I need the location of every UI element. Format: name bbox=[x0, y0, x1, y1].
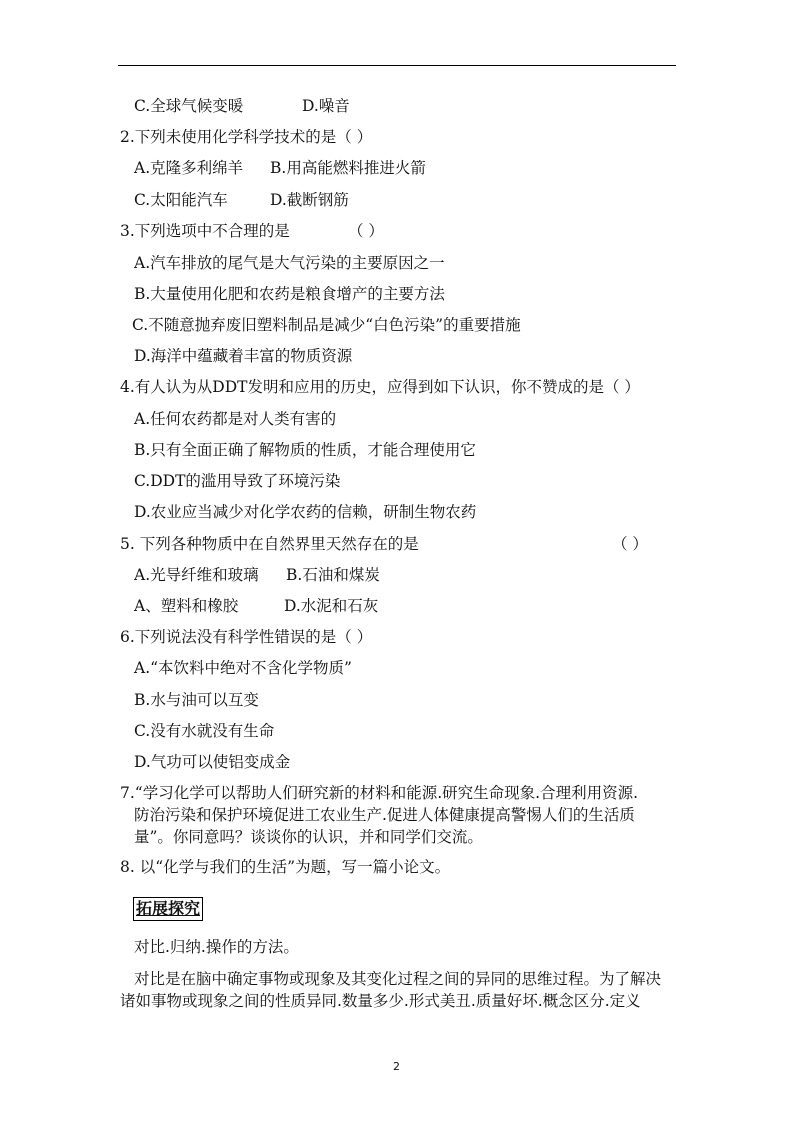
question-7-line-2: 防治污染和保护环境促进工农业生产.促进人体健康提高警惕人们的生活质 bbox=[134, 806, 635, 824]
q2-option-d: D.截断钢筋 bbox=[270, 191, 349, 209]
q3-option-b: B.大量使用化肥和农药是粮食增产的主要方法 bbox=[134, 285, 445, 303]
q2-option-b: B.用高能燃料推进火箭 bbox=[270, 159, 426, 177]
question-5: 5. 下列各种物质中在自然界里天然存在的是 bbox=[120, 535, 419, 553]
q3-option-d: D.海洋中蕴藏着丰富的物质资源 bbox=[134, 347, 353, 365]
q3-option-a: A.汽车排放的尾气是大气污染的主要原因之一 bbox=[134, 254, 445, 272]
q4-option-c: C.DDT的滥用导致了环境污染 bbox=[134, 472, 341, 490]
q4-option-b: B.只有全面正确了解物质的性质，才能合理使用它 bbox=[134, 441, 476, 459]
q6-option-d: D.气功可以使铝变成金 bbox=[134, 753, 291, 771]
q4-option-a: A.任何农药都是对人类有害的 bbox=[134, 410, 337, 428]
question-7-line-1: 7.“学习化学可以帮助人们研究新的材料和能源.研究生命现象.合理利用资源. bbox=[120, 784, 638, 802]
q3-option-c: C.不随意抛弃废旧塑料制品是减少“白色污染”的重要措施 bbox=[132, 316, 521, 334]
q1-option-c: C.全球气候变暖 bbox=[134, 97, 244, 115]
q5-option-a: A.光导纤维和玻璃 bbox=[134, 566, 259, 584]
question-2: 2.下列未使用化学科学技术的是（ ） bbox=[120, 128, 373, 146]
q1-option-d: D.噪音 bbox=[302, 97, 350, 115]
page-number: 2 bbox=[393, 1060, 400, 1073]
question-3: 3.下列选项中不合理的是 bbox=[120, 222, 290, 240]
header-rule bbox=[118, 65, 676, 66]
question-7-line-3: 量”。你同意吗？谈谈你的认识，并和同学们交流。 bbox=[134, 828, 483, 846]
q5-option-d: D.水泥和石灰 bbox=[284, 597, 379, 615]
q6-option-c: C.没有水就没有生命 bbox=[134, 722, 275, 740]
q5-option-b: B.石油和煤炭 bbox=[286, 566, 380, 584]
q2-option-c: C.太阳能汽车 bbox=[134, 191, 228, 209]
q6-option-b: B.水与油可以互变 bbox=[134, 691, 259, 709]
section-paragraph-1: 对比.归纳.操作的方法。 bbox=[134, 938, 299, 956]
q5-answer-paren: （ ） bbox=[612, 535, 648, 553]
section-paragraph-2-line-1: 对比是在脑中确定事物或现象及其变化过程之间的异同的思维过程。为了解决 bbox=[134, 970, 662, 988]
q4-option-d: D.农业应当减少对化学农药的信赖，研制生物农药 bbox=[134, 503, 477, 521]
q6-option-a: A.“本饮料中绝对不含化学物质” bbox=[134, 659, 352, 677]
section-paragraph-2-line-2: 诸如事物或现象之间的性质异同.数量多少.形式美丑.质量好坏.概念区分.定义 bbox=[120, 992, 641, 1010]
question-8: 8. 以“化学与我们的生活”为题，写一篇小论文。 bbox=[120, 858, 451, 876]
q3-answer-paren: （ ） bbox=[348, 222, 384, 240]
question-4: 4.有人认为从DDT发明和应用的历史，应得到如下认识，你不赞成的是（ ） bbox=[120, 378, 640, 396]
section-heading: 拓展探究 bbox=[133, 897, 203, 921]
q5-option-c: A、塑料和橡胶 bbox=[134, 597, 239, 615]
q2-option-a: A.克隆多利绵羊 bbox=[134, 159, 244, 177]
question-6: 6.下列说法没有科学性错误的是（ ） bbox=[120, 628, 373, 646]
